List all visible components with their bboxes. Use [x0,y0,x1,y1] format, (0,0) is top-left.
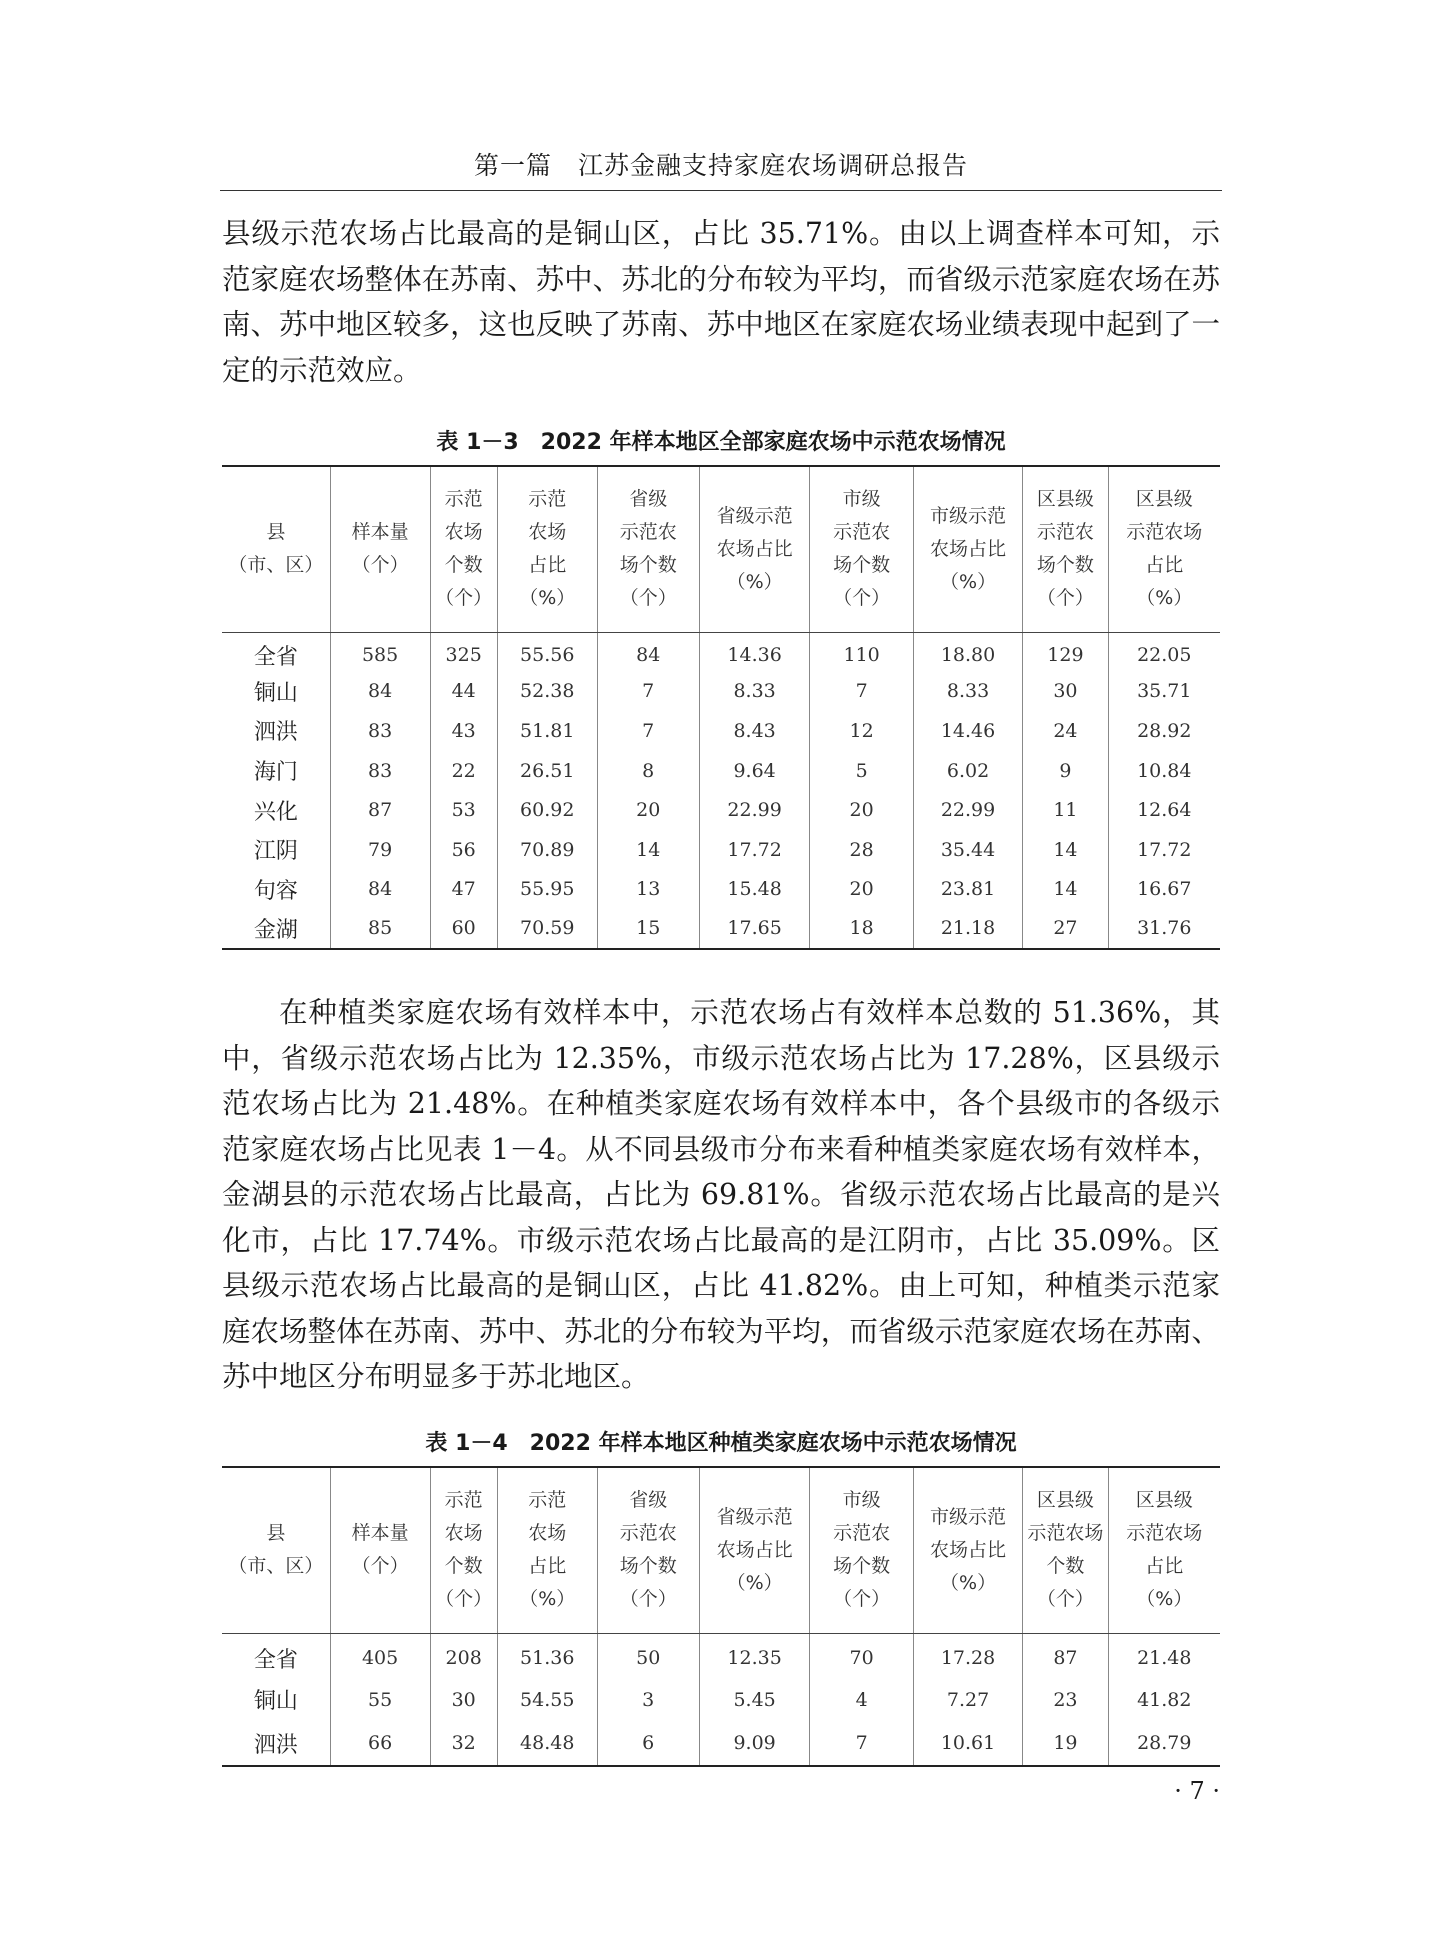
header-line: （个） [619,587,677,610]
county-cell: 全省 [253,644,298,670]
table-row [222,790,1220,830]
value-cell: 48.48 [497,1722,597,1766]
header-line: 示范农 [619,521,677,544]
value-cell: 83 [330,711,430,751]
header-line: （个） [833,587,891,610]
header-line: 示范农 [833,1522,891,1545]
header-line: 示范 [444,1489,483,1512]
value-cell: 66 [330,1722,430,1766]
header-line: 区县级 [1036,488,1094,511]
value-cell: 28.79 [1108,1722,1220,1766]
page-number: · 7 · [1174,1777,1220,1805]
column-header-demo-count [430,466,497,632]
value-cell: 8.33 [913,672,1022,712]
value-cell: 5.45 [699,1677,810,1721]
county-cell: 泗洪 [222,1722,330,1766]
value-cell: 70 [810,1633,913,1677]
header-line: 场个数 [833,1555,891,1578]
table-row [222,1722,1220,1766]
value-cell: 84 [597,632,699,672]
value-cell: 12.35 [699,1633,810,1677]
value-cell: 9.09 [699,1722,810,1766]
value-cell: 208 [430,1633,497,1677]
header-line: 占比 [1145,1555,1184,1578]
header-line: 市级 [842,1489,881,1512]
value-cell: 14 [1023,830,1108,870]
value-cell: 22 [430,751,497,791]
value-cell: 44 [430,672,497,712]
value-cell: 14 [597,830,699,870]
header-line: 农场 [444,521,483,544]
column-header-demo-share [497,1467,597,1633]
value-cell: 13 [597,870,699,910]
header-line: 个数 [444,554,483,577]
value-cell: 14.36 [699,632,810,672]
value-cell: 15 [597,909,699,949]
value-cell: 17.72 [699,830,810,870]
value-cell: 18 [810,909,913,949]
value-cell: 17.65 [699,909,810,949]
column-header-demo-share [497,466,597,632]
header-line: 省级示范 [716,1505,793,1528]
table-2-header-row [222,1467,1220,1633]
value-cell: 22.99 [913,790,1022,830]
header-line: 个数 [1046,1555,1085,1578]
header-line: 示范 [528,1489,567,1512]
header-line: 农场占比 [930,1538,1007,1561]
value-cell: 52.38 [497,672,597,712]
value-cell: 31.76 [1108,909,1220,949]
value-cell: 12.64 [1108,790,1220,830]
county-cell: 金湖 [222,909,330,949]
header-line: （%） [726,570,783,593]
value-cell: 30 [1023,672,1108,712]
value-cell: 7 [810,672,913,712]
value-cell: 51.81 [497,711,597,751]
value-cell: 47 [430,870,497,910]
value-cell: 3 [597,1677,699,1721]
value-cell: 14.46 [913,711,1022,751]
value-cell: 22.99 [699,790,810,830]
value-cell: 8.43 [699,711,810,751]
table-2-caption: 表 1－4 2022 年样本地区种植类家庭农场中示范农场情况 [425,1431,1017,1456]
header-line: （市、区） [228,1555,324,1578]
value-cell: 22.05 [1108,632,1220,672]
table-row [222,672,1220,712]
table-row [222,1633,1220,1677]
header-rule [220,190,1222,191]
header-line: 区县级 [1135,1489,1193,1512]
column-header-provincial-share [699,1467,810,1633]
value-cell: 8 [597,751,699,791]
header-line: 示范农 [1036,521,1094,544]
value-cell: 17.72 [1108,830,1220,870]
value-cell: 21.48 [1108,1633,1220,1677]
header-line: 农场 [444,1522,483,1545]
county-cell: 泗洪 [253,720,298,746]
header-line: （个） [619,1588,677,1611]
column-header-county-level-share [1108,466,1220,632]
value-cell: 27 [1023,909,1108,949]
header-line: 示范农场 [1126,1522,1203,1545]
value-cell: 18.80 [913,632,1022,672]
header-line: 农场占比 [716,537,793,560]
county-cell: 兴化 [253,799,298,825]
column-header-provincial-share [699,466,810,632]
value-cell: 85 [330,909,430,949]
value-cell: 55.95 [497,870,597,910]
value-cell: 6 [597,1722,699,1766]
value-cell: 41.82 [1108,1677,1220,1721]
county-cell: 海门 [253,760,298,786]
table-1-caption: 表 1－3 2022 年样本地区全部家庭农场中示范农场情况 [436,430,1006,455]
header-line: （个） [1036,1588,1094,1611]
value-cell: 20 [597,790,699,830]
paragraph-2: 在种植类家庭农场有效样本中，示范农场占有效样本总数的 51.36%，其中，省级示范农场占比为 12.35%，市级示范农场占比为 17.28%，区县级示范农场占比为 21.48%。在种植类家庭农场有效样本中，各个县级市的各级示范家庭农场占比见表 1－4。从不同县级市分布来看种植类家庭农场有效样本，金湖县的示范农场占比最高，占比为 69.81%。省级示范农场占比最高的是兴化市，占比 17.74%。市级示范农场占比最高的是江阴市，占比 35.09%。区县级示范农场占比最高的是铜山区，占比 41.82%。由上可知，种植类示范家庭农场整体在苏南、苏中、苏北的分布较为平均，而省级示范家庭农场在苏南、苏中地区分布明显多于苏北地区。 [222,996,1220,1393]
header-line: 农场占比 [930,537,1007,560]
value-cell: 20 [810,790,913,830]
value-cell: 53 [430,790,497,830]
value-cell: 17.28 [913,1633,1022,1677]
header-line: 区县级 [1036,1489,1094,1512]
header-line: 省级 [629,488,668,511]
header-line: （个） [833,1588,891,1611]
value-cell: 28.92 [1108,711,1220,751]
value-cell: 70.59 [497,909,597,949]
value-cell: 11 [1023,790,1108,830]
header-line: 场个数 [833,554,891,577]
header-line: 县 [266,1522,286,1545]
table-row [222,711,1220,751]
value-cell: 23.81 [913,870,1022,910]
table-row [222,1677,1220,1721]
value-cell: 35.71 [1108,672,1220,712]
value-cell: 20 [810,870,913,910]
value-cell: 7 [597,711,699,751]
column-header-provincial-count [597,466,699,632]
value-cell: 60 [430,909,497,949]
value-cell: 10.61 [913,1722,1022,1766]
value-cell: 110 [810,632,913,672]
value-cell: 26.51 [497,751,597,791]
header-line: （个） [351,554,409,577]
header-line: 农场 [528,1522,567,1545]
value-cell: 50 [597,1633,699,1677]
header-line: 区县级 [1135,488,1193,511]
table-row [222,830,1220,870]
header-line: 市级示范 [930,1505,1007,1528]
value-cell: 84 [330,672,430,712]
header-line: 场个数 [619,554,677,577]
value-cell: 10.84 [1108,751,1220,791]
value-cell: 8.33 [699,672,810,712]
county-cell: 铜山 [253,680,298,706]
value-cell: 83 [330,751,430,791]
value-cell: 30 [430,1677,497,1721]
value-cell: 129 [1023,632,1108,672]
table-row [222,632,1220,672]
header-line: 省级 [629,1489,668,1512]
value-cell: 51.36 [497,1633,597,1677]
header-line: 示范农 [833,521,891,544]
value-cell: 56 [430,830,497,870]
value-cell: 16.67 [1108,870,1220,910]
value-cell: 35.44 [913,830,1022,870]
value-cell: 55.56 [497,632,597,672]
value-cell: 7 [810,1722,913,1766]
column-header-municipal-share [913,466,1022,632]
value-cell: 87 [330,790,430,830]
county-cell: 全省 [253,1647,298,1673]
header-line: （个） [435,587,493,610]
header-line: 农场 [528,521,567,544]
column-header-county [222,1467,330,1633]
value-cell: 24 [1023,711,1108,751]
header-line: 场个数 [1036,554,1094,577]
county-cell: 江阴 [253,839,298,865]
header-line: 样本量 [351,1522,409,1545]
value-cell: 4 [810,1677,913,1721]
header-line: 农场占比 [716,1538,793,1561]
value-cell: 87 [1023,1633,1108,1677]
column-header-sample-size [330,466,430,632]
header-line: 样本量 [351,521,409,544]
value-cell: 21.18 [913,909,1022,949]
header-line: 占比 [1145,554,1184,577]
value-cell: 60.92 [497,790,597,830]
header-line: 占比 [528,554,567,577]
county-cell: 铜山 [253,1689,298,1715]
header-line: （%） [1136,1588,1193,1611]
header-line: 市级示范 [930,504,1007,527]
column-header-sample-size [330,1467,430,1633]
column-header-municipal-count [810,1467,913,1633]
value-cell: 585 [330,632,430,672]
column-header-county-level-count [1023,1467,1108,1633]
column-header-county [222,466,330,632]
paragraph-1: 县级示范农场占比最高的是铜山区，占比 35.71%。由以上调查样本可知，示范家庭农场整体在苏南、苏中、苏北的分布较为平均，而省级示范家庭农场在苏南、苏中地区较多，这也反映了苏南、苏中地区在家庭农场业绩表现中起到了一定的示范效应。 [222,217,1220,387]
header-line: 占比 [528,1555,567,1578]
table-row [222,870,1220,910]
value-cell: 9 [1023,751,1108,791]
value-cell: 405 [330,1633,430,1677]
value-cell: 84 [330,870,430,910]
running-header: 第一篇 江苏金融支持家庭农场调研总报告 [473,151,968,180]
value-cell: 19 [1023,1722,1108,1766]
value-cell: 43 [430,711,497,751]
header-line: （市、区） [228,554,324,577]
county-cell: 句容 [253,878,298,904]
header-line: 示范 [444,488,483,511]
column-header-county-level-share [1108,1467,1220,1633]
header-line: （%） [940,1571,997,1594]
header-line: 示范农场 [1027,1522,1104,1545]
value-cell: 23 [1023,1677,1108,1721]
header-line: 示范农场 [1126,521,1203,544]
header-line: 示范农 [619,1522,677,1545]
value-cell: 79 [330,830,430,870]
table-2 [222,1466,1220,1767]
column-header-county-level-count [1023,466,1108,632]
header-line: （个） [435,1588,493,1611]
header-line: 市级 [842,488,881,511]
value-cell: 32 [430,1722,497,1766]
header-line: 示范 [528,488,567,511]
column-header-demo-count [430,1467,497,1633]
header-line: 场个数 [619,1555,677,1578]
header-line: （个） [351,1555,409,1578]
value-cell: 7.27 [913,1677,1022,1721]
value-cell: 9.64 [699,751,810,791]
header-line: （%） [519,1588,576,1611]
value-cell: 7 [597,672,699,712]
header-line: （%） [519,587,576,610]
column-header-municipal-share [913,1467,1022,1633]
header-line: 个数 [444,1555,483,1578]
value-cell: 55 [330,1677,430,1721]
table-row [222,909,1220,949]
value-cell: 6.02 [913,751,1022,791]
table-row [222,751,1220,791]
value-cell: 325 [430,632,497,672]
column-header-provincial-count [597,1467,699,1633]
value-cell: 15.48 [699,870,810,910]
value-cell: 70.89 [497,830,597,870]
header-line: 省级示范 [716,504,793,527]
header-line: （个） [1036,587,1094,610]
value-cell: 28 [810,830,913,870]
value-cell: 14 [1023,870,1108,910]
value-cell: 5 [810,751,913,791]
header-line: （%） [940,570,997,593]
value-cell: 12 [810,711,913,751]
table-1 [222,465,1220,950]
header-line: 县 [266,521,286,544]
value-cell: 54.55 [497,1677,597,1721]
header-line: （%） [1136,587,1193,610]
column-header-municipal-count [810,466,913,632]
header-line: （%） [726,1571,783,1594]
table-1-header-row [222,466,1220,632]
